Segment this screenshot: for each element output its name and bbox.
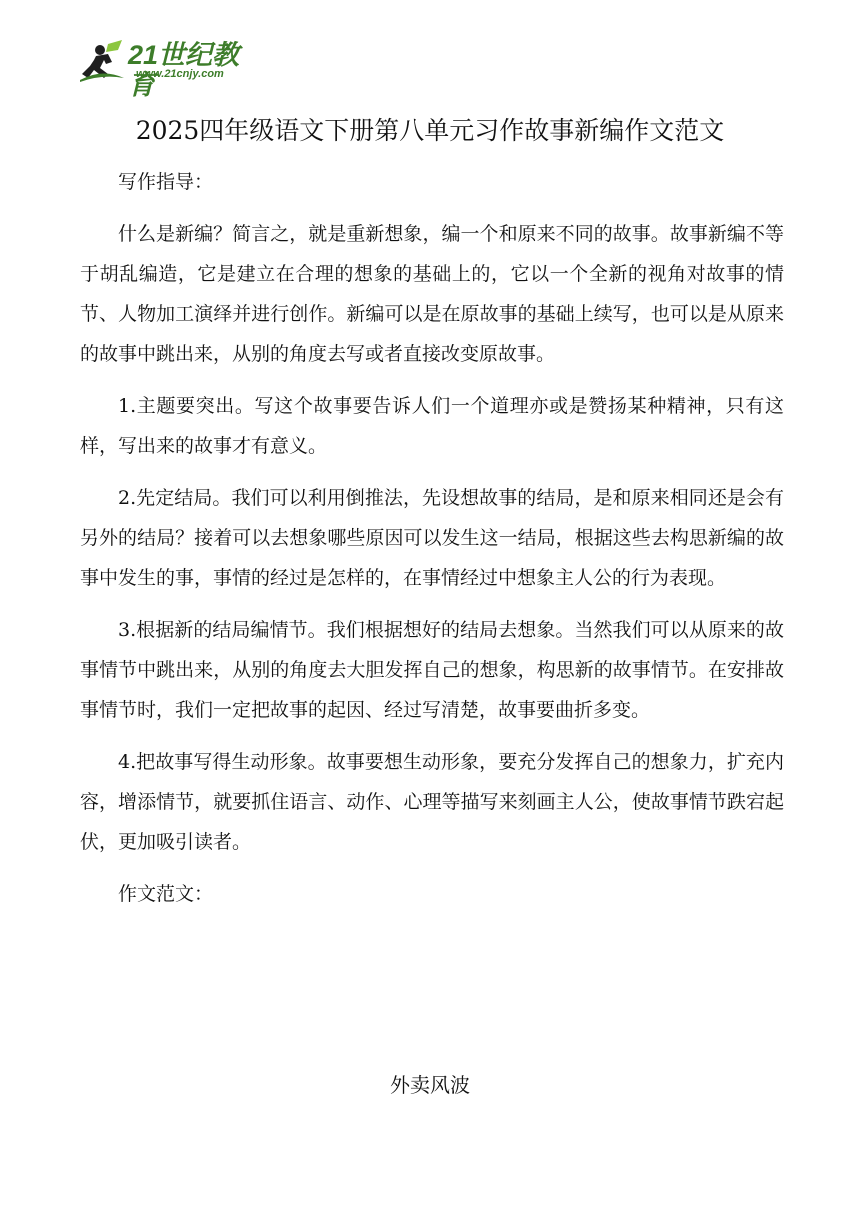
- brand-name: 21世纪教育: [128, 40, 240, 100]
- runner-logo-icon: [78, 38, 126, 84]
- paragraph: 3.根据新的结局编情节。我们根据想好的结局去想象。当然我们可以从原来的故事情节中跳出来，从别的角度去大胆发挥自己的想象，构思新的故事情节。在安排故事情节时，我们一定把故事的起因、经过写清楚，故事要曲折多变。: [80, 619, 784, 721]
- example-heading: 作文范文：: [118, 883, 214, 905]
- paragraph: 4.把故事写得生动形象。故事要想生动形象，要充分发挥自己的想象力，扩充内容，增添情节，就要抓住语言、动作、心理等描写来刻画主人公，使故事情节跌宕起伏，更加吸引读者。: [80, 751, 784, 853]
- guide-heading: 写作指导：: [118, 171, 214, 193]
- paragraph: 什么是新编？简言之，就是重新想象，编一个和原来不同的故事。故事新编不等于胡乱编造，它是建立在合理的想象的基础上的，它以一个全新的视角对故事的情节、人物加工演绎并进行创作。新编可以是在原故事的基础上续写，也可以是从原来的故事中跳出来，从别的角度去写或者直接改变原故事。: [80, 223, 784, 365]
- document-body: [80, 162, 784, 914]
- brand-url: www.21cnjy.com: [136, 68, 224, 80]
- paragraph: 2.先定结局。我们可以利用倒推法，先设想故事的结局，是和原来相同还是会有另外的结局？接着可以去想象哪些原因可以发生这一结局，根据这些去构思新编的故事中发生的事，事情的经过是怎样的，在事情经过中想象主人公的行为表现。: [80, 487, 784, 589]
- paragraph: 1.主题要突出。写这个故事要告诉人们一个道理亦或是赞扬某种精神，只有这样，写出来的故事才有意义。: [80, 395, 784, 457]
- story-title: 外卖风波: [390, 1073, 470, 1097]
- brand-logo: [78, 38, 248, 100]
- document-title: 2025四年级语文下册第八单元习作故事新编作文范文: [135, 116, 725, 145]
